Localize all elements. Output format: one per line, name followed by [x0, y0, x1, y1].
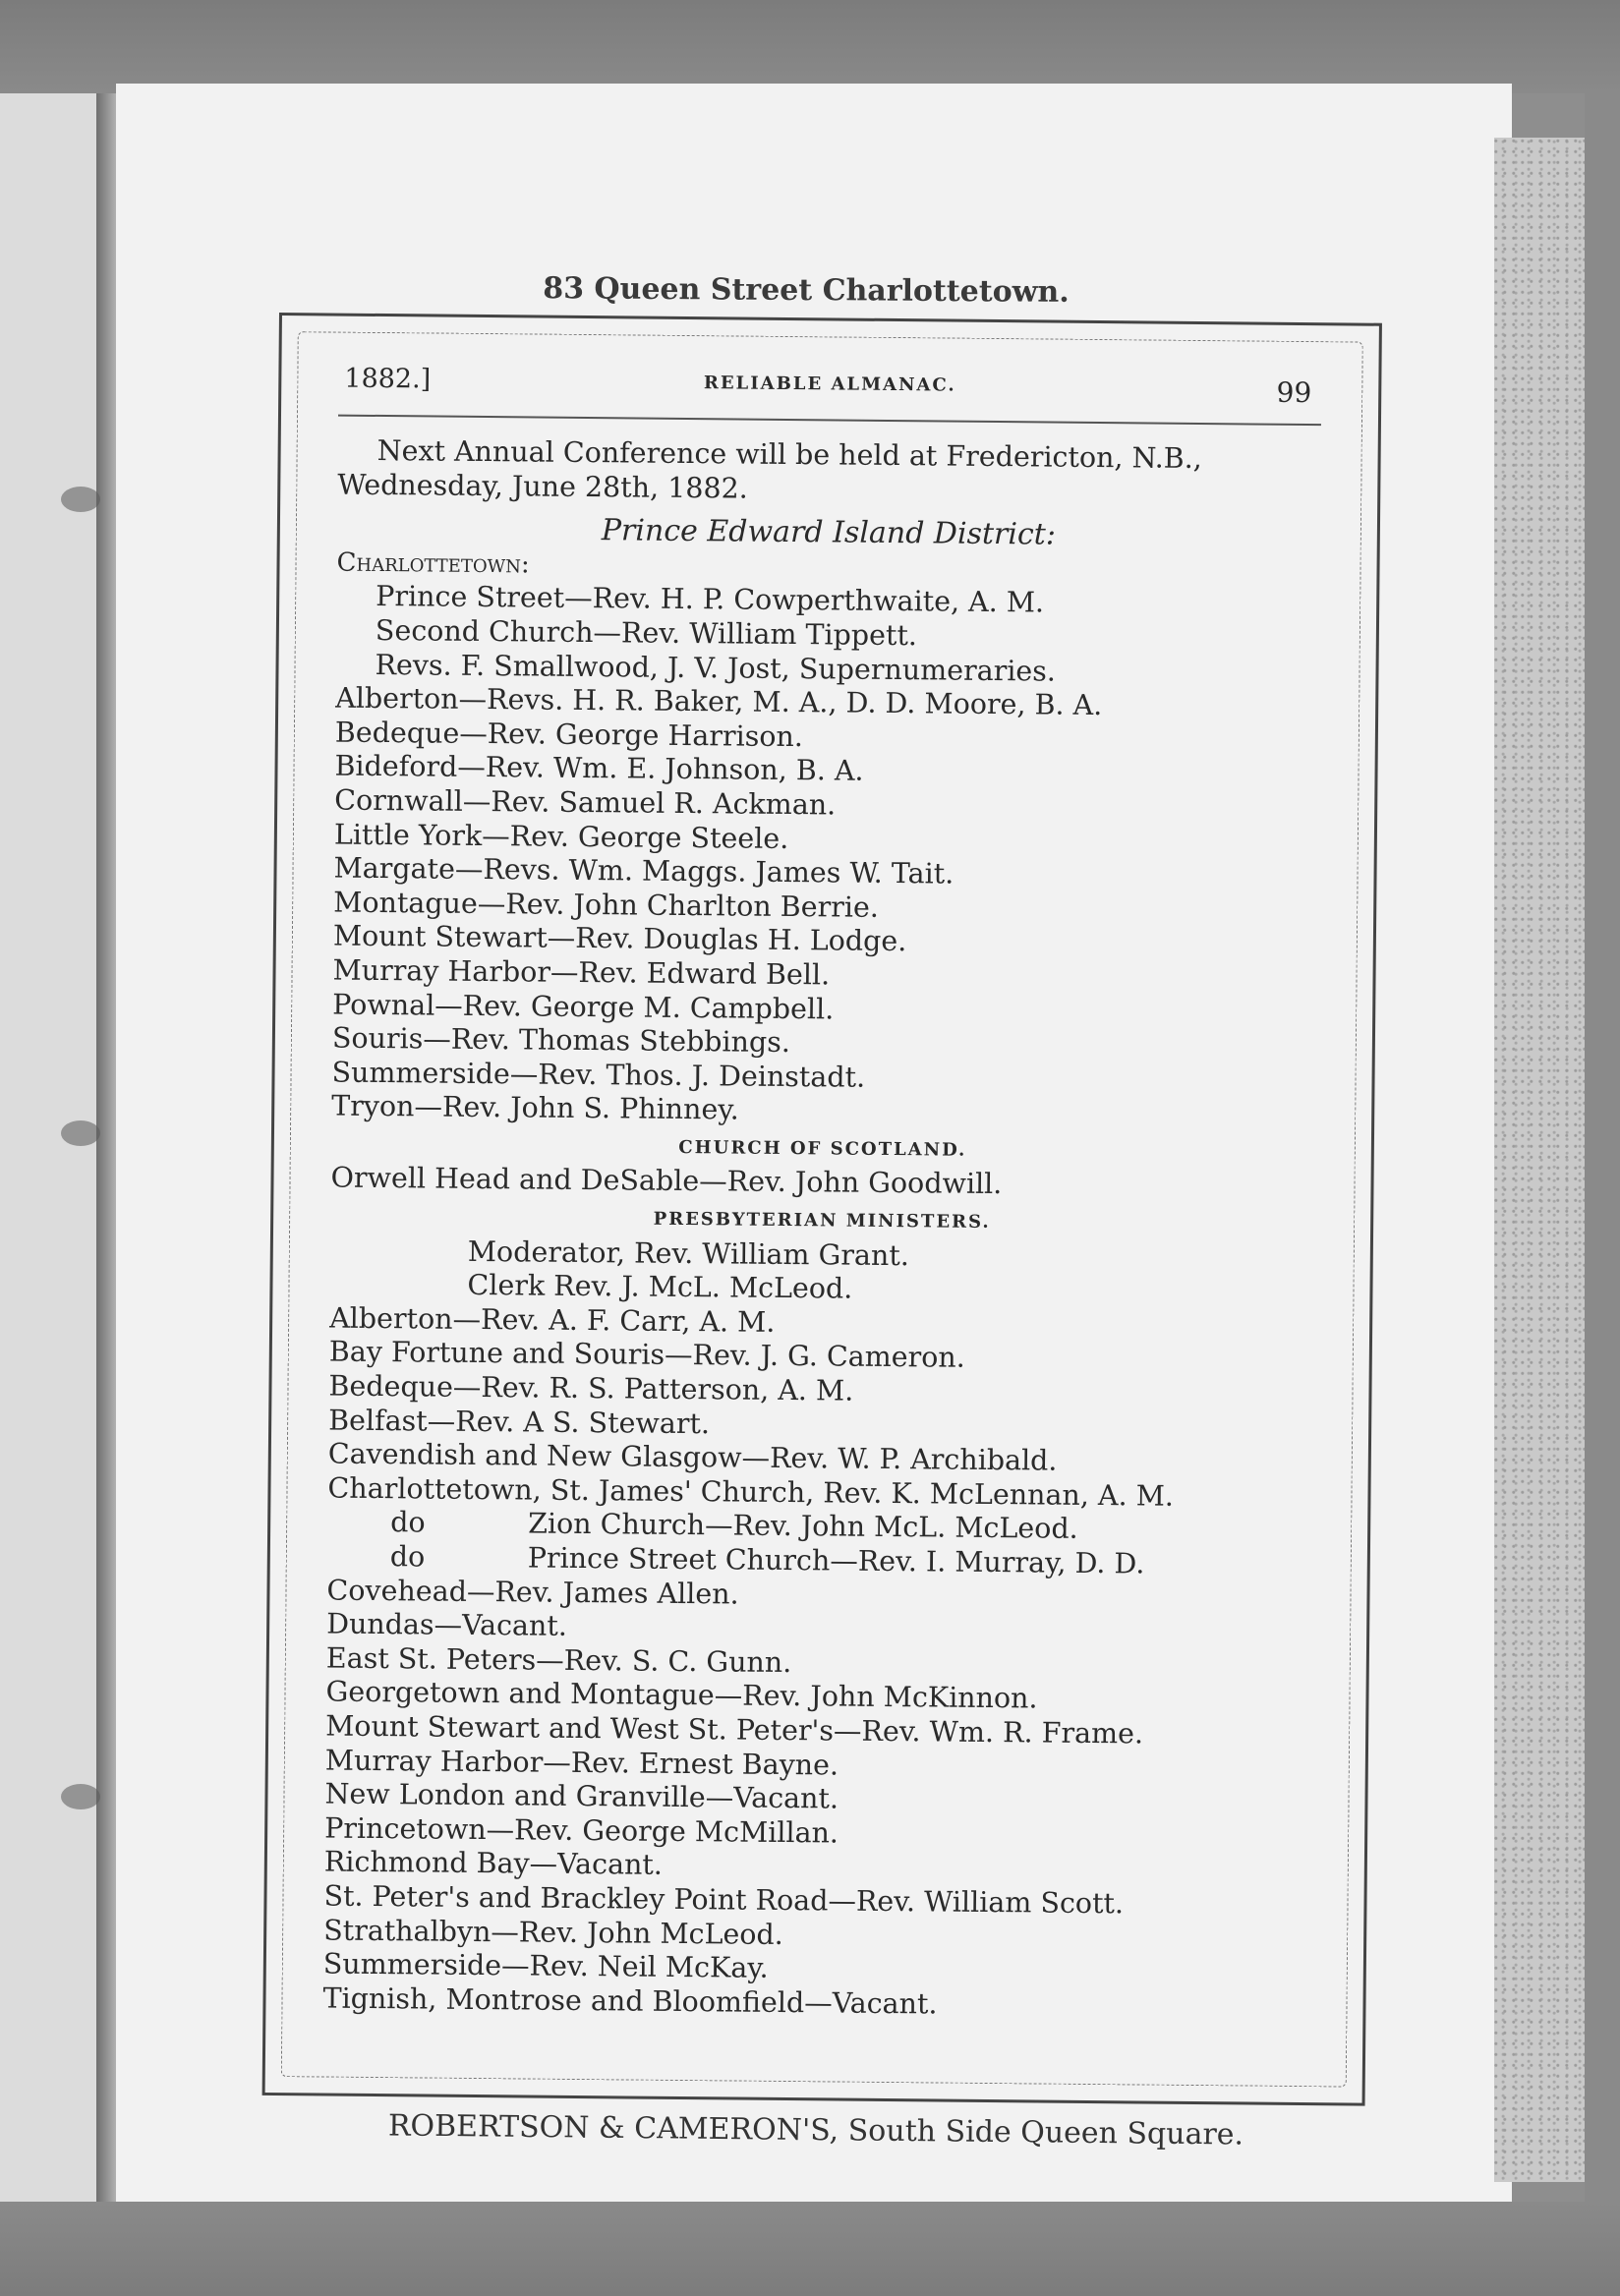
circuit-entry: Margate—Revs. Wm. Maggs. James W. Tait.: [333, 851, 955, 890]
presbyterian-charge-list-continued: [322, 1574, 1309, 2025]
charge-entry: Mount Stewart and West St. Peter's—Rev. Wm. R. Frame.: [325, 1709, 1144, 1751]
charge-entry: Bedeque—Rev. R. S. Patterson, A. M.: [328, 1369, 854, 1407]
header-rule: [338, 415, 1321, 427]
charge-entry: Alberton—Rev. A. F. Carr, A. M.: [329, 1301, 776, 1339]
charge-entry: Covehead—Rev. James Allen.: [326, 1574, 739, 1611]
page-number: 99: [1276, 375, 1312, 410]
charlottetown-heading: Charlottetown:: [336, 547, 530, 580]
circuit-entry: Pownal—Rev. George M. Campbell.: [332, 988, 835, 1025]
charlottetown-entry: Second Church—Rev. William Tippett.: [375, 613, 918, 653]
charge-entry: Bay Fortune and Souris—Rev. J. G. Cameron.: [328, 1335, 965, 1375]
circuit-entry: Alberton—Revs. H. R. Baker, M. A., D. D. Moore, B. A.: [335, 681, 1103, 722]
ditto-mark: do: [389, 1540, 426, 1574]
charge-entry: Charlottetown, St. James' Church, Rev. K. McLennan, A. M.: [327, 1471, 1175, 1513]
ornamental-frame: [262, 313, 1382, 2106]
charge-entry: Belfast—Rev. A S. Stewart.: [328, 1404, 711, 1440]
presbyterian-heading: PRESBYTERIAN MINISTERS.: [653, 1208, 991, 1234]
ditto-entry-text: Zion Church—Rev. John McL. McLeod.: [528, 1507, 1078, 1546]
binding-thread-mark: [61, 1784, 100, 1809]
ditto-mark: do: [390, 1506, 426, 1539]
charge-entry: Strathalbyn—Rev. John McLeod.: [323, 1914, 783, 1951]
conference-notice-line: Wednesday, June 28th, 1882.: [337, 468, 748, 505]
top-advertisement: 83 Queen Street Charlottetown.: [543, 271, 1070, 310]
charge-entry: Princetown—Rev. George McMillan.: [324, 1811, 839, 1850]
running-head: [338, 364, 1321, 413]
presbytery-officer: Clerk Rev. J. McL. McLeod.: [467, 1269, 853, 1305]
district-heading: Prince Edward Island District:: [601, 513, 1057, 552]
circuit-entry: Souris—Rev. Thomas Stebbings.: [331, 1021, 791, 1060]
charlottetown-list: [335, 580, 1319, 691]
page-content: [322, 364, 1321, 2064]
circuit-entry: Montague—Rev. John Charlton Berrie.: [333, 886, 880, 924]
charge-entry: East St. Peters—Rev. S. C. Gunn.: [325, 1641, 792, 1679]
directory-listing: [322, 434, 1320, 2026]
facing-page-edge: [0, 93, 103, 2202]
circuit-entry: Murray Harbor—Rev. Edward Bell.: [332, 953, 831, 992]
presbyterian-officers-list: [329, 1234, 1313, 1311]
circuit-entry: Cornwall—Rev. Samuel R. Ackman.: [334, 783, 837, 822]
presbytery-officer: Moderator, Rev. William Grant.: [467, 1234, 910, 1272]
presbyterian-charge-list: [327, 1301, 1312, 1515]
ditto-entries: [327, 1506, 1311, 1583]
scan-background-right: [1585, 93, 1620, 2202]
methodist-circuit-list: [331, 682, 1318, 1133]
charge-entry: New London and Granville—Vacant.: [324, 1777, 839, 1815]
bottom-advertisement: ROBERTSON & CAMERON'S, South Side Queen Square.: [387, 2108, 1244, 2152]
running-head-title: RELIABLE ALMANAC.: [703, 373, 956, 396]
circuit-entry: Summerside—Rev. Thos. J. Deinstadt.: [331, 1056, 866, 1094]
charge-entry: Summerside—Rev. Neil McKay.: [322, 1947, 769, 1984]
scan-background-bottom: [0, 2202, 1620, 2296]
book-gutter: [96, 93, 118, 2202]
charlottetown-entry: Prince Street—Rev. H. P. Cowperthwaite, A. M.: [376, 580, 1045, 619]
charge-entry: Murray Harbor—Rev. Ernest Bayne.: [324, 1744, 839, 1782]
charlottetown-entry: Revs. F. Smallwood, J. V. Jost, Supernumeraries.: [375, 648, 1057, 688]
charge-entry: Richmond Bay—Vacant.: [323, 1845, 664, 1882]
charge-entry: Tignish, Montrose and Bloomfield—Vacant.: [322, 1981, 938, 2021]
scotland-entry: Orwell Head and DeSable—Rev. John Goodwill.: [330, 1162, 1003, 1201]
binding-thread-mark: [61, 1120, 100, 1146]
charge-entry: St. Peter's and Brackley Point Road—Rev. William Scott.: [323, 1879, 1125, 1921]
circuit-entry: Tryon—Rev. John S. Phinney.: [331, 1089, 739, 1126]
running-head-year: 1882.]: [344, 363, 432, 395]
circuit-entry: Mount Stewart—Rev. Douglas H. Lodge.: [332, 919, 907, 958]
circuit-entry: Little York—Rev. George Steele.: [333, 818, 789, 855]
conference-notice-line: Next Annual Conference will be held at Fredericton, N.B.,: [376, 433, 1202, 476]
circuit-entry: Bideford—Rev. Wm. E. Johnson, B. A.: [334, 749, 864, 788]
binding-thread-mark: [61, 487, 100, 512]
ditto-entry-text: Prince Street Church—Rev. I. Murray, D. D.: [527, 1541, 1145, 1580]
circuit-entry: Bedeque—Rev. George Harrison.: [334, 716, 804, 753]
page-stack-edge: [1494, 138, 1585, 2182]
charge-entry: Dundas—Vacant.: [326, 1607, 568, 1643]
church-of-scotland-heading: CHURCH OF SCOTLAND.: [678, 1136, 967, 1161]
charge-entry: Georgetown and Montague—Rev. John McKinnon.: [325, 1675, 1038, 1715]
charge-entry: Cavendish and New Glasgow—Rev. W. P. Archibald.: [327, 1437, 1058, 1477]
scan-background-top: [0, 0, 1620, 93]
